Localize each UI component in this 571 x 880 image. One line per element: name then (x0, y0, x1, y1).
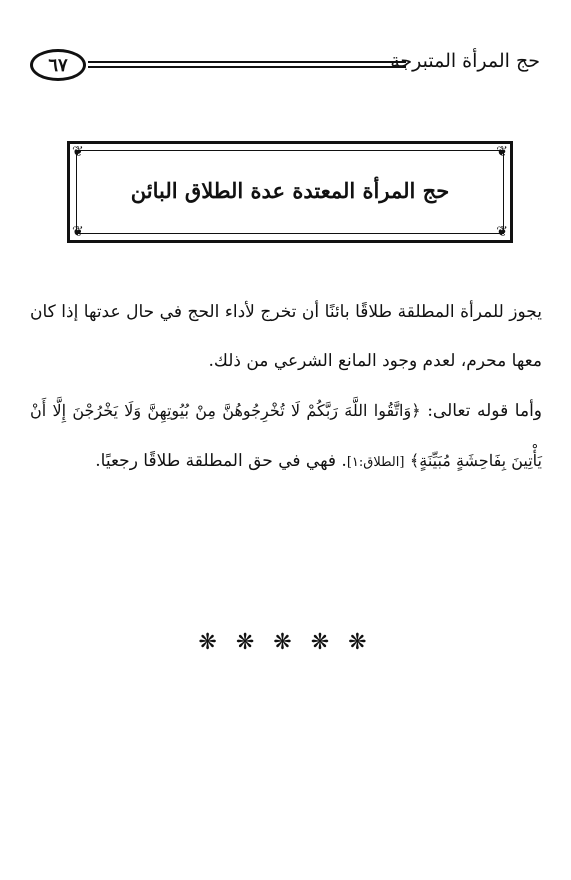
ornament-corner-icon: ❦ (72, 224, 84, 240)
verse-reference: [الطلاق:١] (346, 455, 405, 470)
header-rule (88, 66, 406, 68)
section-separator: ❋ ❋ ❋ ❋ ❋ (198, 630, 373, 655)
paragraph (30, 386, 542, 487)
section-title-frame (67, 141, 513, 243)
ornament-corner-icon: ❦ (496, 224, 508, 240)
quran-verse: ﴿وَاتَّقُوا اللَّهَ رَبَّكُمْ لَا تُخْرِجُوهُنَّ مِنْ بُيُوتِهِنَّ وَلَا يَخْرُجْنَ إِلَّا أَنْ يَأْتِينَ بِفَاحِشَةٍ مُبَيِّنَةٍ﴾ (30, 401, 542, 470)
paragraph-intro: وأما قوله تعالى: (427, 401, 543, 421)
paragraph: يجوز للمرأة المطلقة طلاقًا بائنًا أن تخرج لأداء الحج في حال عدتها إذا كان معها محرم، لعدم وجود المانع الشرعي من ذلك. (30, 302, 542, 371)
paragraph-tail: . فهي في حق المطلقة طلاقًا رجعيًا. (95, 451, 347, 471)
ornament-corner-icon: ❦ (496, 144, 508, 160)
body-text (30, 288, 542, 487)
ornament-corner-icon: ❦ (72, 144, 84, 160)
section-title: حج المرأة المعتدة عدة الطلاق البائن (130, 178, 450, 203)
page-header (26, 44, 546, 88)
page-number: ٦٧ (48, 54, 68, 76)
running-header-title: حج المرأة المتبرجة (390, 50, 540, 72)
page-number-badge (30, 49, 86, 81)
header-rule (88, 61, 406, 63)
